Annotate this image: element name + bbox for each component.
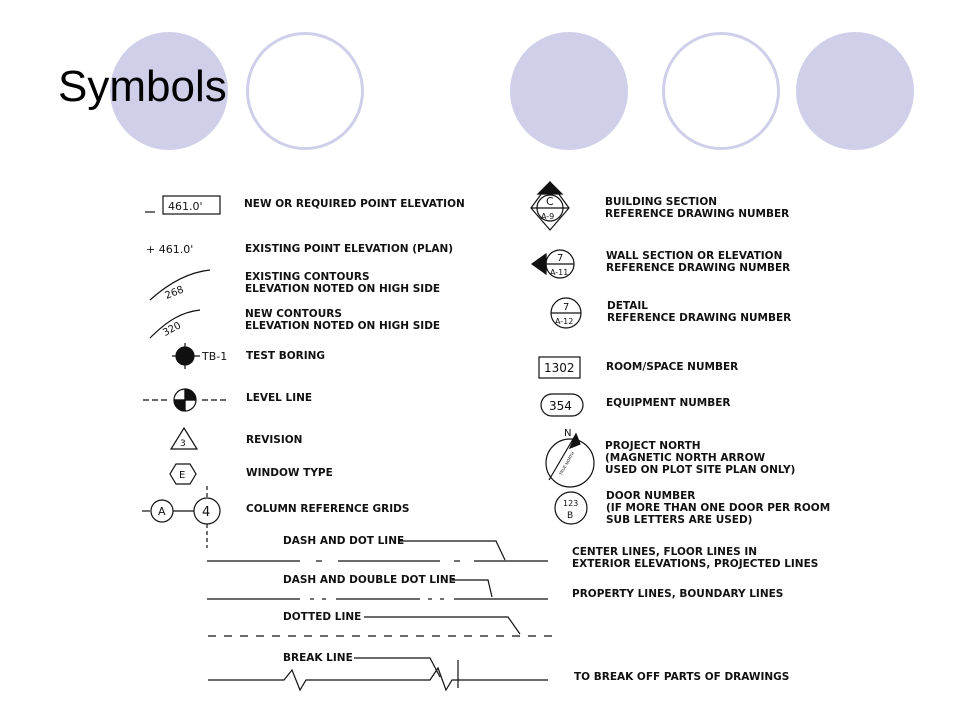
label-revision: REVISION: [246, 434, 303, 446]
room-number-value: 1302: [544, 361, 575, 375]
line-name-dash-dot: DASH AND DOT LINE: [283, 535, 405, 547]
line-desc-break: TO BREAK OFF PARTS OF DRAWINGS: [574, 671, 790, 683]
label-level-line: LEVEL LINE: [246, 392, 313, 404]
label-building-section-2: REFERENCE DRAWING NUMBER: [605, 208, 790, 220]
detail-top: 7: [563, 302, 570, 313]
label-equipment-number: EQUIPMENT NUMBER: [606, 397, 731, 409]
label-project-north-3: USED ON PLOT SITE PLAN ONLY): [605, 464, 796, 476]
label-existing-point-elevation: EXISTING POINT ELEVATION (PLAN): [245, 243, 454, 255]
label-window-type: WINDOW TYPE: [246, 467, 333, 479]
window-type-value: E: [179, 470, 186, 481]
new-contour-value: 320: [161, 320, 184, 339]
existing-elevation-value: + 461.0': [146, 243, 194, 256]
label-room-number: ROOM/SPACE NUMBER: [606, 361, 739, 373]
label-detail-2: REFERENCE DRAWING NUMBER: [607, 312, 792, 324]
line-name-dotted: DOTTED LINE: [283, 611, 362, 623]
wall-section-bottom: A-11: [550, 268, 569, 277]
new-elevation-value: 461.0': [168, 200, 203, 213]
label-existing-contours-1: EXISTING CONTOURS: [245, 271, 370, 283]
project-north-letter: N: [564, 428, 572, 439]
label-project-north-2: (MAGNETIC NORTH ARROW: [605, 452, 766, 464]
label-new-contours-1: NEW CONTOURS: [245, 308, 342, 320]
break-line: [208, 658, 548, 690]
label-door-number-3: SUB LETTERS ARE USED): [606, 514, 753, 526]
line-desc-dash-dot-2: EXTERIOR ELEVATIONS, PROJECTED LINES: [572, 558, 819, 570]
existing-contour-value: 268: [163, 284, 186, 302]
label-column-grids: COLUMN REFERENCE GRIDS: [246, 503, 410, 515]
line-desc-dash-dot-1: CENTER LINES, FLOOR LINES IN: [572, 546, 758, 558]
label-wall-section-1: WALL SECTION OR ELEVATION: [606, 250, 783, 262]
building-section-top: C: [546, 195, 554, 208]
label-new-point-elevation: NEW OR REQUIRED POINT ELEVATION: [244, 198, 465, 210]
label-test-boring: TEST BORING: [246, 350, 326, 362]
label-building-section-1: BUILDING SECTION: [605, 196, 718, 208]
revision-value: 3: [180, 439, 186, 449]
column-grid-number: 4: [202, 505, 211, 520]
project-north-arrow-text: TRUE NORTH: [558, 450, 576, 476]
dotted-line: [208, 617, 552, 636]
label-new-contours-2: ELEVATION NOTED ON HIGH SIDE: [245, 320, 441, 332]
building-section-bottom: A-9: [541, 212, 555, 221]
slide-title: Symbols: [58, 62, 227, 111]
line-desc-dash-double-dot: PROPERTY LINES, BOUNDARY LINES: [572, 588, 784, 600]
label-door-number-2: (IF MORE THAN ONE DOOR PER ROOM: [606, 502, 831, 514]
test-boring-value: TB-1: [202, 350, 228, 363]
wall-section-top: 7: [557, 253, 564, 264]
detail-bottom: A-12: [555, 317, 574, 326]
line-name-dash-double-dot: DASH AND DOUBLE DOT LINE: [283, 574, 456, 586]
label-existing-contours-2: ELEVATION NOTED ON HIGH SIDE: [245, 283, 441, 295]
test-boring-symbol: [172, 343, 200, 369]
equipment-number-value: 354: [549, 399, 572, 413]
door-number-bottom: B: [567, 511, 574, 521]
label-door-number-1: DOOR NUMBER: [606, 490, 696, 502]
label-project-north-1: PROJECT NORTH: [605, 440, 701, 452]
door-number-top: 123: [563, 499, 579, 508]
line-name-break: BREAK LINE: [283, 652, 353, 664]
label-detail-1: DETAIL: [607, 300, 648, 312]
column-grid-letter: A: [158, 505, 166, 518]
level-line-symbol: [143, 389, 228, 411]
label-wall-section-2: REFERENCE DRAWING NUMBER: [606, 262, 791, 274]
